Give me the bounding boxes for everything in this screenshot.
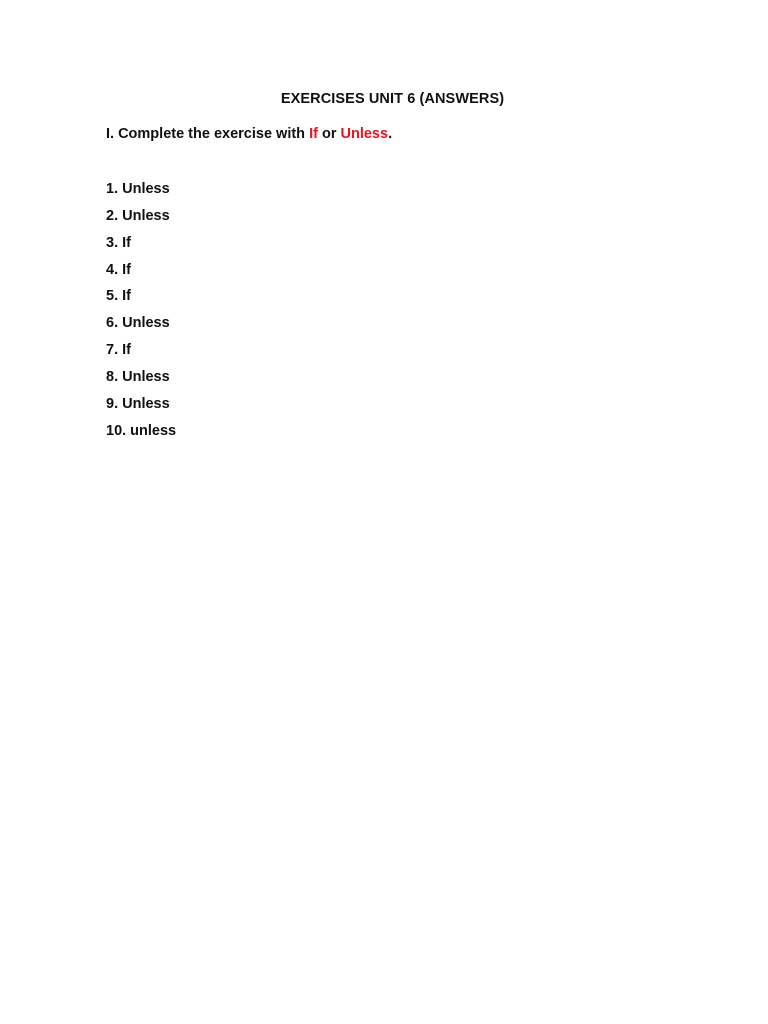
answer-item-3: 3. If <box>106 234 131 251</box>
answer-item-2: 2. Unless <box>106 207 170 224</box>
instruction-option-if: If <box>309 126 318 142</box>
exercise-instruction <box>106 126 392 142</box>
answer-list <box>106 180 176 448</box>
answer-item-5: 5. If <box>106 288 131 305</box>
instruction-prefix: I. Complete the exercise with <box>106 126 310 142</box>
page-title: EXERCISES UNIT 6 (ANSWERS) <box>280 91 505 107</box>
answer-item-9: 9. Unless <box>106 395 170 412</box>
answer-item-7: 7. If <box>106 342 131 359</box>
instruction-suffix: . <box>388 126 393 142</box>
answer-item-8: 8. Unless <box>106 368 170 385</box>
instruction-option-unless: Unless <box>340 126 389 142</box>
answer-item-4: 4. If <box>106 261 131 278</box>
answer-item-6: 6. Unless <box>106 315 170 332</box>
instruction-middle: or <box>317 126 341 142</box>
answer-item-1: 1. Unless <box>106 181 170 197</box>
answer-item-10: 10. unless <box>106 422 177 439</box>
